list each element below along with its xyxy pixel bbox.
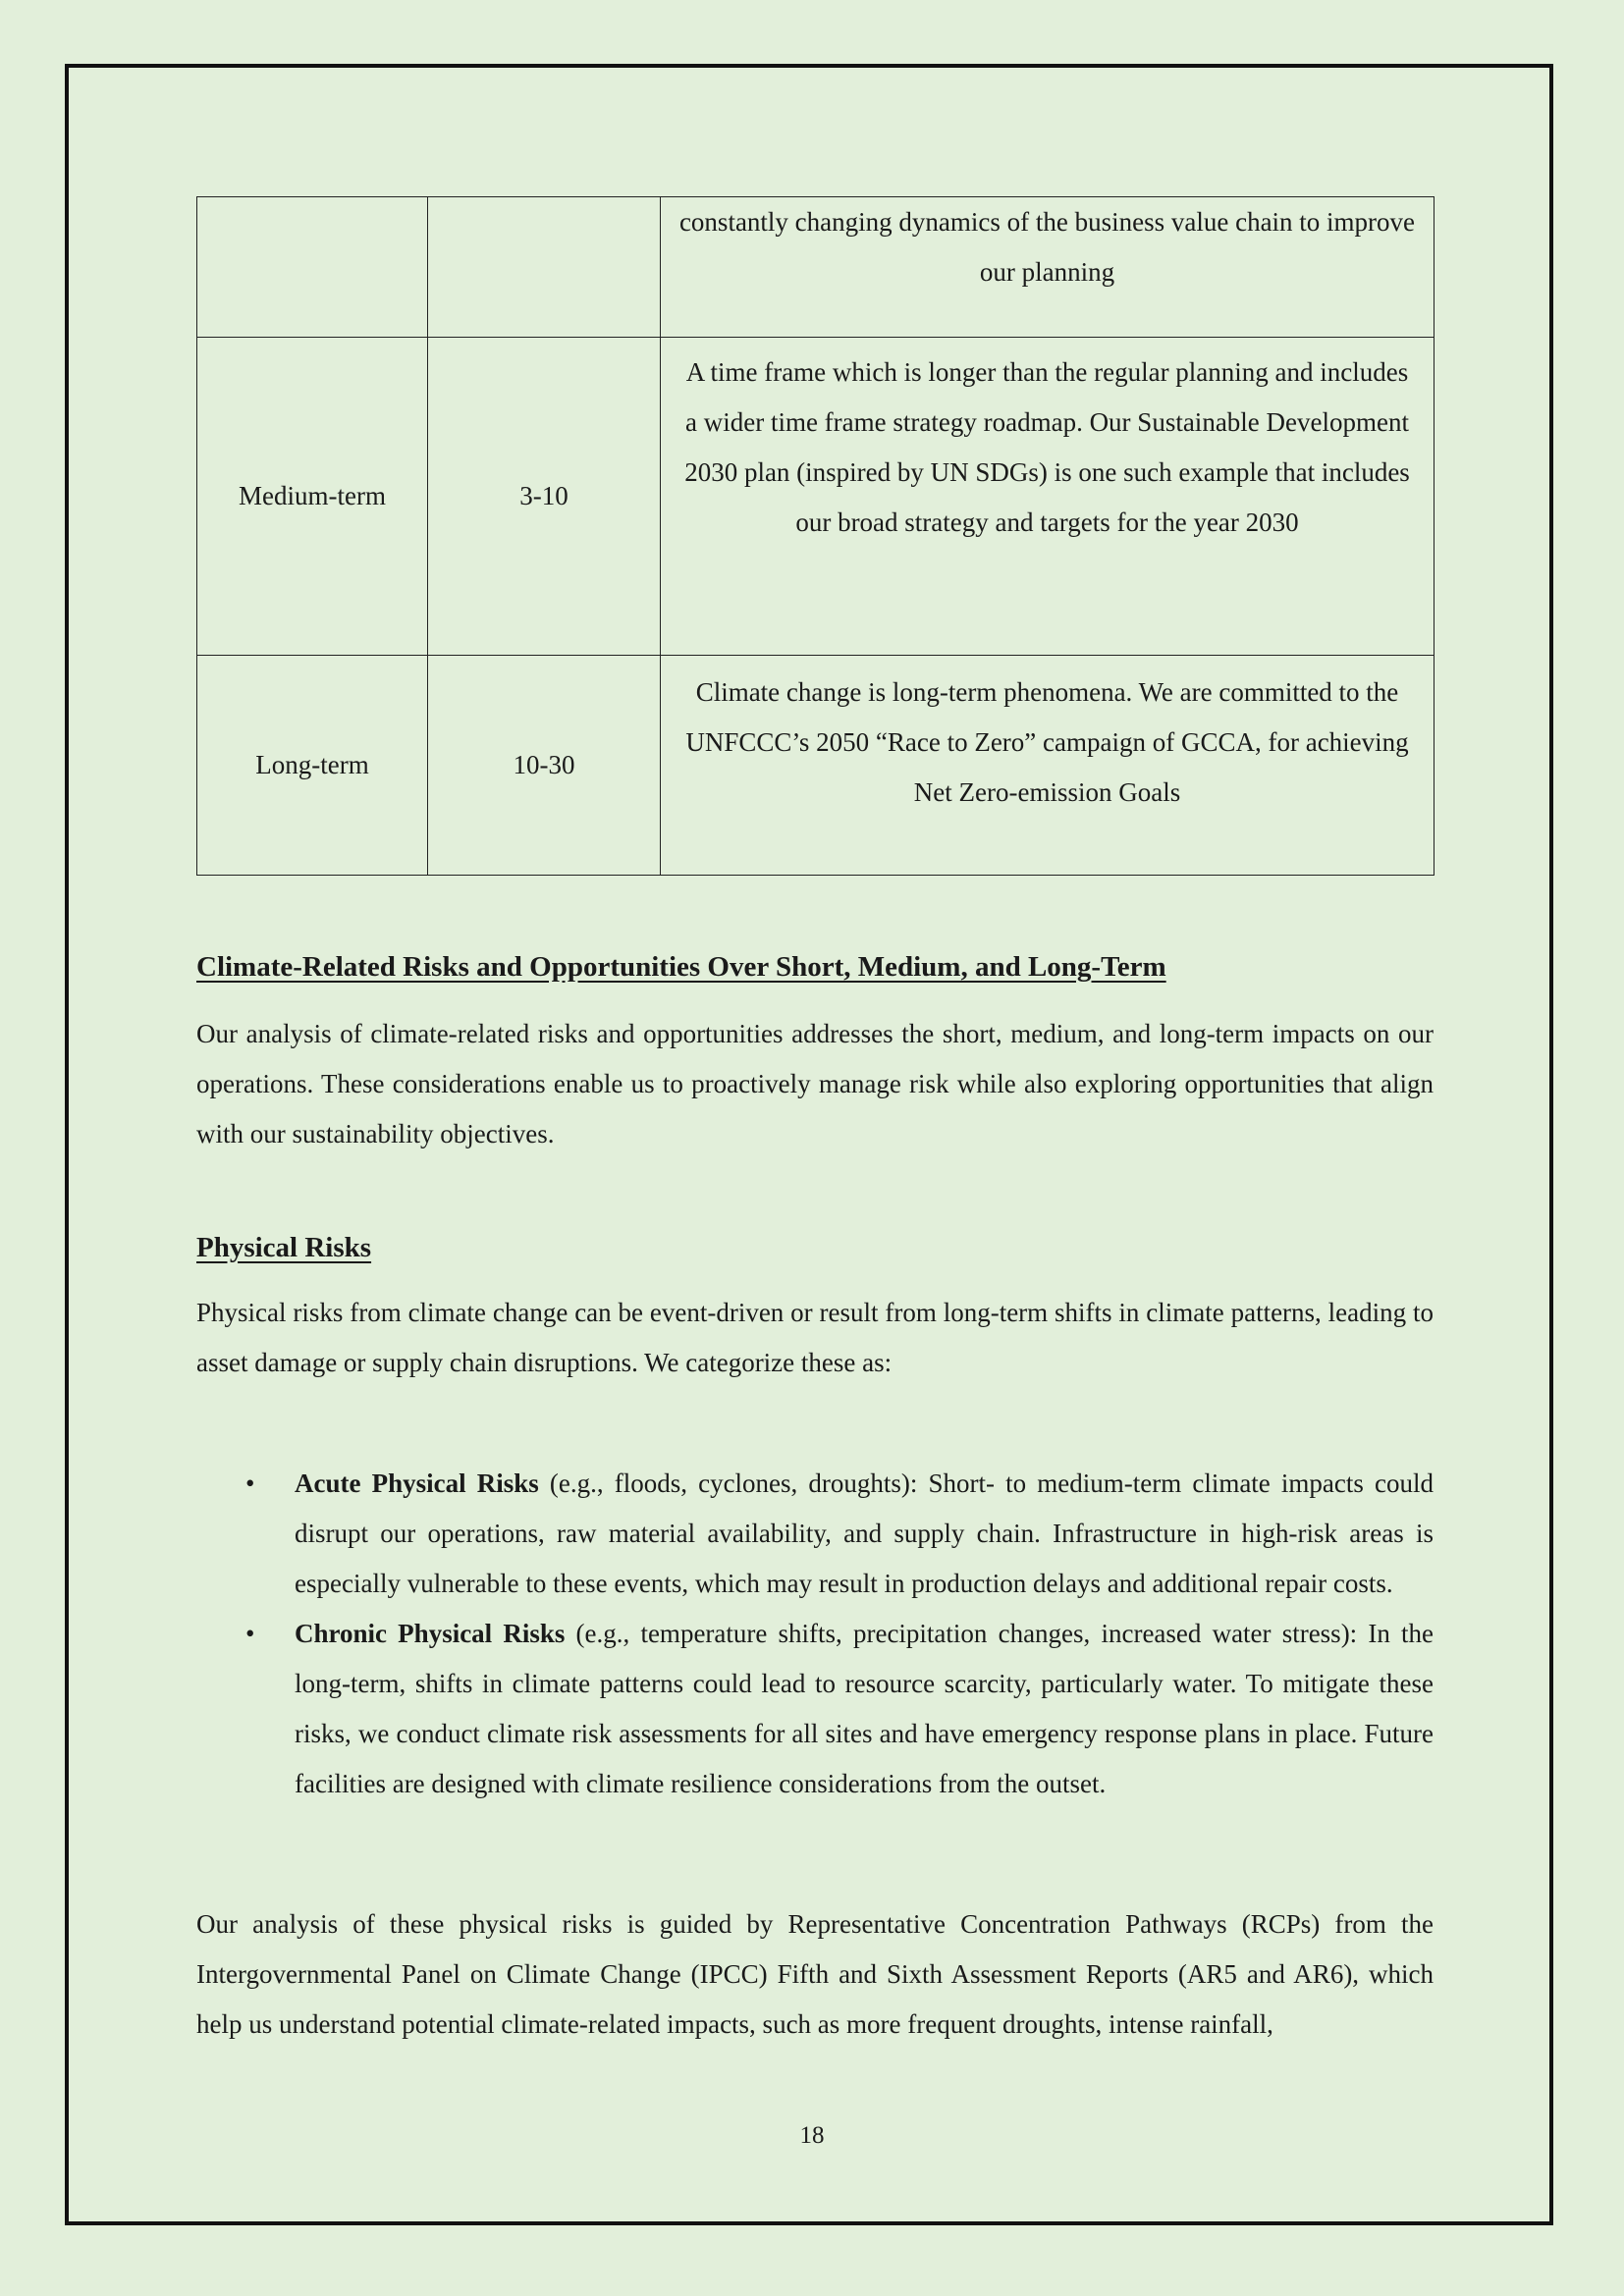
table-cell-term: Medium-term <box>197 338 428 656</box>
list-item-title: Acute Physical Risks <box>295 1468 539 1498</box>
table-cell-years: 3-10 <box>428 338 661 656</box>
table-row <box>197 656 1435 876</box>
page-number: 18 <box>799 2122 825 2149</box>
list-item <box>196 1459 1434 1609</box>
climate-risks-heading: Climate-Related Risks and Opportunities Over Short, Medium, and Long-Term <box>196 951 1166 983</box>
table-cell-term <box>197 197 428 338</box>
table-cell-description: Climate change is long-term phenomena. We are committed to the UNFCCC’s 2050 “Race to Zero” campaign of GCCA, for achieving Net Zero-emission Goals <box>661 656 1435 876</box>
bullet-icon: • <box>245 1619 255 1648</box>
physical-risks-heading: Physical Risks <box>196 1232 372 1263</box>
list-item-title: Chronic Physical Risks <box>295 1619 566 1648</box>
table-cell-years: 10-30 <box>428 656 661 876</box>
physical-risks-intro: Physical risks from climate change can be event-driven or result from long-term shifts in climate patterns, leading to asset damage or supply chain disruptions. We categorize these as: <box>196 1298 1434 1377</box>
bullet-icon: • <box>245 1468 255 1498</box>
table-row <box>197 197 1435 338</box>
list-item <box>196 1609 1434 1809</box>
list-item-text: (e.g., floods, cyclones, droughts): Short- to medium-term climate impacts could disrupt our operations, raw material availability, and supply chain. Infrastructure in high-risk areas is especially vulnerable to these events, which may result in production delays and additional repair costs. <box>295 1468 1434 1598</box>
table-cell-description: A time frame which is longer than the regular planning and includes a wider time frame strategy roadmap. Our Sustainable Development 2030 plan (inspired by UN SDGs) is one such example that includes our broad strategy and targets for the year 2030 <box>661 338 1435 656</box>
table-row <box>197 338 1435 656</box>
list-item-text: (e.g., temperature shifts, precipitation changes, increased water stress): In the long-term, shifts in climate patterns could lead to resource scarcity, particularly water. To mitigate these risks, we conduct climate risk assessments for all sites and have emergency response plans in place. Future facilities are designed with climate resilience considerations from the outset. <box>295 1619 1434 1798</box>
physical-risks-list <box>196 1459 1434 1809</box>
time-horizon-table <box>196 196 1435 876</box>
page-content <box>196 196 1434 2039</box>
climate-risks-paragraph: Our analysis of climate-related risks and opportunities addresses the short, medium, and long-term impacts on our operations. These considerations enable us to proactively manage risk while also exploring opportunities that align with our sustainability objectives. <box>196 1019 1434 1148</box>
table-cell-years <box>428 197 661 338</box>
physical-risks-closing: Our analysis of these physical risks is guided by Representative Concentration Pathways (RCPs) from the Intergovernmental Panel on Climate Change (IPCC) Fifth and Sixth Assessment Reports (AR5 and AR6), which help us understand potential climate-related impacts, such as more frequent droughts, intense rainfall, <box>196 1909 1434 2039</box>
table-cell-description: constantly changing dynamics of the business value chain to improve our planning <box>661 197 1435 338</box>
table-cell-term: Long-term <box>197 656 428 876</box>
